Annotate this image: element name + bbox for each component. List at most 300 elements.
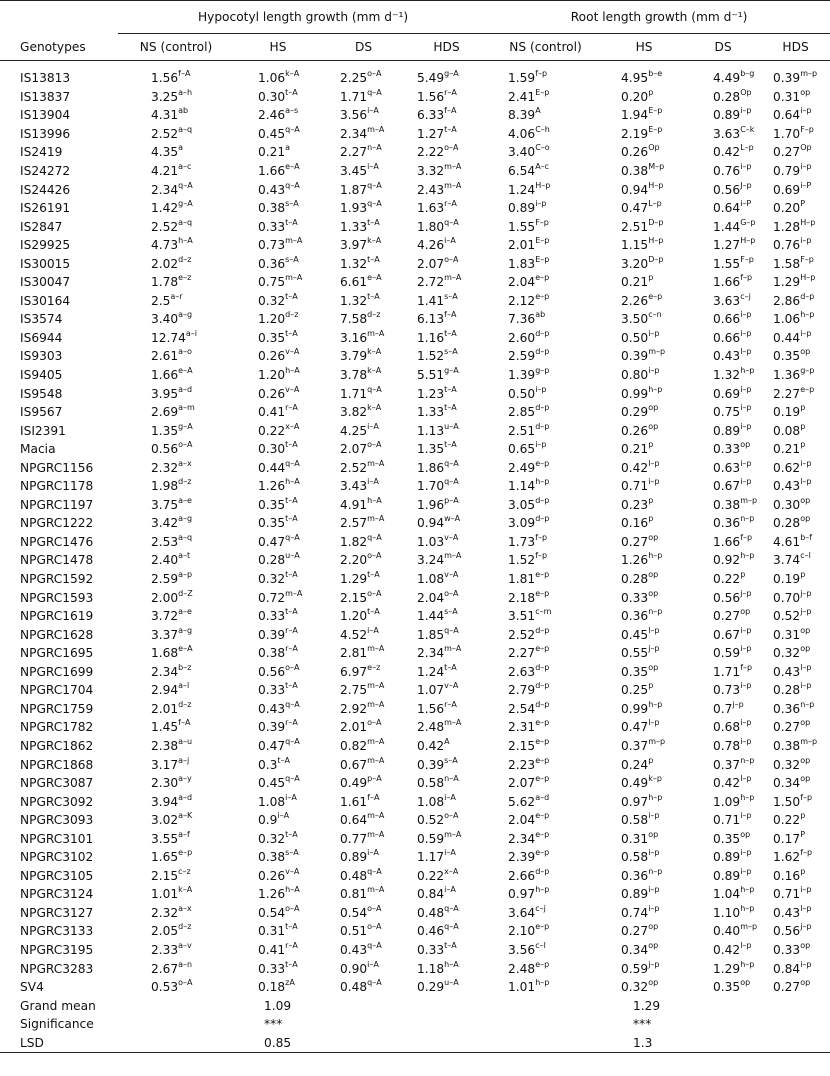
value-number: 1.24 xyxy=(417,664,445,679)
value-cell xyxy=(322,514,405,533)
value-number: 0.94 xyxy=(417,516,445,531)
value-cell xyxy=(685,106,761,125)
significance-letters: i–A xyxy=(367,625,379,635)
value-number: 0.58 xyxy=(417,776,445,791)
significance-letters: v–A xyxy=(285,384,300,394)
significance-letters: r–A xyxy=(444,199,457,209)
value-number: 0.80 xyxy=(621,368,649,383)
significance-letters: o–A xyxy=(367,922,382,932)
value-cell xyxy=(488,755,603,774)
value-number: 0.26 xyxy=(258,868,286,883)
value-cell xyxy=(685,959,761,978)
significance-letters: t–A xyxy=(444,124,457,134)
significance-letters: m–A xyxy=(285,236,303,246)
value-cell xyxy=(322,644,405,663)
significance-letters: d–z xyxy=(178,254,192,264)
value-number: 0.36 xyxy=(773,701,801,716)
value-number: 2.59 xyxy=(508,349,536,364)
value-cell xyxy=(488,811,603,830)
value-number: 2.04 xyxy=(417,590,445,605)
significance-letters: t–A xyxy=(444,328,457,338)
value-number: 2.00 xyxy=(151,590,179,605)
value-number: 0.38 xyxy=(773,738,801,753)
value-number: 1.62 xyxy=(773,850,801,865)
value-cell xyxy=(685,236,761,255)
genotype-cell: NPGRC1699 xyxy=(20,664,94,679)
value-cell xyxy=(761,477,830,496)
value-number: 2.34 xyxy=(340,126,368,141)
value-number: 0.43 xyxy=(258,701,286,716)
value-number: 1.08 xyxy=(258,794,286,809)
genotype-cell: IS30015 xyxy=(20,256,71,271)
significance-letters: op xyxy=(800,774,811,784)
value-cell xyxy=(488,941,603,960)
value-cell xyxy=(234,607,322,626)
value-number: 0.50 xyxy=(621,330,649,345)
value-cell xyxy=(685,458,761,477)
value-cell xyxy=(322,792,405,811)
value-number: 1.58 xyxy=(773,256,801,271)
genotype-cell: IS2847 xyxy=(20,219,63,234)
value-number: 0.33 xyxy=(773,942,801,957)
significance-letters: d–p xyxy=(535,699,550,709)
significance-letters: l–p xyxy=(740,774,752,784)
value-cell xyxy=(685,514,761,533)
significance-letters: s–A xyxy=(444,291,458,301)
value-cell xyxy=(603,829,685,848)
value-cell xyxy=(118,69,234,88)
significance-letters: m–A xyxy=(367,755,385,765)
hyp-ds-header: DS xyxy=(354,40,373,54)
value-number: 0.31 xyxy=(621,831,649,846)
value-number: 0.24 xyxy=(621,757,649,772)
significance-letters: i–A xyxy=(285,792,297,802)
value-cell xyxy=(322,162,405,181)
significance-letters: e–p xyxy=(535,736,550,746)
value-number: 1.27 xyxy=(417,126,445,141)
value-cell xyxy=(685,829,761,848)
value-number: 0.45 xyxy=(258,776,286,791)
value-cell xyxy=(603,718,685,737)
significance-letters: m–A xyxy=(444,718,462,728)
significance-letters: a–K xyxy=(178,811,193,821)
significance-letters: m–A xyxy=(367,458,385,468)
hyp-hds-header: HDS xyxy=(433,40,460,54)
value-cell xyxy=(118,421,234,440)
value-number: 1.33 xyxy=(340,219,368,234)
significance-letters: v–A xyxy=(444,532,459,542)
value-number: 1.06 xyxy=(773,312,801,327)
value-cell xyxy=(118,922,234,941)
value-number: 0.36 xyxy=(258,256,286,271)
significance-letters: a–n xyxy=(178,959,193,969)
value-cell xyxy=(761,366,830,385)
significance-letters: q–A xyxy=(367,384,382,394)
value-cell xyxy=(118,199,234,218)
value-number: 0.73 xyxy=(258,238,286,253)
significance-letters: k–A xyxy=(285,69,300,79)
value-cell xyxy=(761,180,830,199)
root-group-header: Root length growth (mm d⁻¹) xyxy=(488,1,830,34)
value-cell xyxy=(761,681,830,700)
value-number: 0.71 xyxy=(773,887,801,902)
value-cell xyxy=(234,310,322,329)
value-number: 1.39 xyxy=(508,368,536,383)
value-number: 4.21 xyxy=(151,164,179,178)
value-number: 1.03 xyxy=(417,534,445,549)
value-number: 1.93 xyxy=(340,201,368,216)
value-number: 1.71 xyxy=(340,89,368,104)
hypocotyl-summary-value: 0.85 xyxy=(264,1035,292,1050)
significance-letters: e–p xyxy=(535,718,550,728)
table-row xyxy=(0,737,830,756)
value-number: 1.20 xyxy=(258,312,286,327)
significance-letters: H–p xyxy=(740,236,756,246)
value-cell xyxy=(405,403,488,422)
value-cell xyxy=(603,588,685,607)
value-number: 3.55 xyxy=(151,831,179,846)
value-number: 1.71 xyxy=(713,664,741,679)
value-cell xyxy=(405,700,488,719)
table-row xyxy=(0,904,830,923)
value-cell xyxy=(603,180,685,199)
value-cell xyxy=(685,496,761,515)
value-cell xyxy=(118,329,234,348)
value-number: 0.44 xyxy=(258,460,286,475)
value-number: 0.89 xyxy=(340,850,368,865)
value-number: 0.17 xyxy=(773,831,801,846)
significance-letters: d–p xyxy=(535,514,550,524)
value-number: 1.10 xyxy=(713,905,741,920)
value-number: 2.38 xyxy=(151,738,179,753)
value-number: 0.68 xyxy=(713,720,741,735)
value-number: 1.18 xyxy=(417,961,445,976)
value-cell xyxy=(488,644,603,663)
value-cell xyxy=(118,551,234,570)
genotype-cell: NPGRC1782 xyxy=(20,720,94,735)
value-cell xyxy=(118,440,234,459)
value-number: 2.15 xyxy=(508,738,536,753)
value-number: 0.84 xyxy=(417,887,445,902)
value-number: 0.35 xyxy=(258,497,286,512)
value-cell xyxy=(488,588,603,607)
value-number: 1.35 xyxy=(417,442,445,457)
value-cell xyxy=(234,254,322,273)
significance-letters: q–A xyxy=(444,625,459,635)
value-number: 2.04 xyxy=(508,813,536,828)
value-number: 2.41 xyxy=(508,89,536,104)
significance-letters: e–p xyxy=(535,644,550,654)
value-number: 1.17 xyxy=(417,850,445,865)
value-cell xyxy=(322,607,405,626)
value-cell xyxy=(685,755,761,774)
significance-letters: h–A xyxy=(285,477,300,487)
table-row xyxy=(0,292,830,311)
value-cell xyxy=(405,922,488,941)
table-row xyxy=(0,848,830,867)
significance-letters: h–A xyxy=(178,236,193,246)
value-number: 3.40 xyxy=(508,145,536,160)
value-number: 1.98 xyxy=(151,479,179,494)
significance-letters: i–p xyxy=(800,328,812,338)
value-number: 0.31 xyxy=(258,924,286,939)
value-cell xyxy=(118,755,234,774)
value-number: 0.33 xyxy=(258,961,286,976)
significance-letters: h–p xyxy=(740,551,755,561)
table-row xyxy=(0,180,830,199)
significance-letters: k–p xyxy=(648,774,662,784)
significance-letters: q–A xyxy=(367,978,382,988)
significance-letters: o–A xyxy=(367,718,382,728)
value-number: 0.28 xyxy=(713,89,741,104)
value-number: 0.21 xyxy=(258,145,286,160)
value-cell xyxy=(322,347,405,366)
value-number: 0.56 xyxy=(258,664,286,679)
significance-letters: e–p xyxy=(535,829,550,839)
genotype-cell: IS26191 xyxy=(20,201,71,216)
genotype-cell: NPGRC1759 xyxy=(20,701,94,716)
value-cell xyxy=(118,106,234,125)
significance-letters: e–A xyxy=(285,162,300,171)
value-number: 0.42 xyxy=(621,460,649,475)
value-cell xyxy=(118,829,234,848)
value-number: 0.75 xyxy=(713,405,741,420)
significance-letters: f–p xyxy=(800,848,813,858)
significance-letters: G–p xyxy=(740,217,756,227)
table-row xyxy=(0,663,830,682)
significance-letters: a–d xyxy=(178,384,193,394)
significance-letters: o–A xyxy=(367,903,382,913)
value-number: 3.50 xyxy=(621,312,649,327)
value-number: 0.28 xyxy=(773,516,801,531)
value-number: 0.54 xyxy=(340,905,368,920)
significance-letters: r–A xyxy=(285,644,298,654)
value-number: 3.75 xyxy=(151,497,179,512)
value-cell xyxy=(488,607,603,626)
significance-letters: d–p xyxy=(535,421,550,431)
significance-letters: b–f xyxy=(800,532,813,542)
value-cell xyxy=(234,106,322,125)
significance-letters: l–p xyxy=(648,718,660,728)
value-cell xyxy=(322,625,405,644)
value-number: 3.94 xyxy=(151,794,179,809)
value-number: 2.07 xyxy=(340,442,368,457)
value-cell xyxy=(118,774,234,793)
significance-letters: f–p xyxy=(535,551,548,561)
significance-letters: i–P xyxy=(800,180,812,190)
value-cell xyxy=(118,625,234,644)
significance-letters: p xyxy=(648,755,654,765)
value-number: 0.32 xyxy=(258,831,286,846)
value-cell xyxy=(685,88,761,107)
value-cell xyxy=(405,570,488,589)
value-number: 0.38 xyxy=(621,164,649,178)
value-number: 6.54 xyxy=(508,164,536,178)
value-number: 0.21 xyxy=(773,442,801,457)
value-number: 0.50 xyxy=(508,386,536,401)
value-cell xyxy=(234,922,322,941)
value-cell xyxy=(488,217,603,236)
value-number: 1.66 xyxy=(258,164,286,178)
significance-letters: h–A xyxy=(285,366,300,376)
value-number: 1.56 xyxy=(151,71,179,86)
value-number: 0.18 xyxy=(258,980,286,995)
significance-letters: op xyxy=(800,514,811,524)
value-cell xyxy=(603,69,685,88)
value-number: 1.14 xyxy=(508,479,536,494)
significance-letters: e–z xyxy=(178,273,192,283)
value-number: 1.65 xyxy=(151,850,179,865)
value-number: 3.82 xyxy=(340,405,368,420)
value-number: 1.73 xyxy=(508,534,536,549)
value-cell xyxy=(761,514,830,533)
value-cell xyxy=(118,477,234,496)
value-cell xyxy=(761,588,830,607)
value-cell xyxy=(603,570,685,589)
value-cell xyxy=(405,755,488,774)
value-cell xyxy=(603,644,685,663)
value-cell xyxy=(118,236,234,255)
value-cell xyxy=(234,700,322,719)
value-cell xyxy=(488,904,603,923)
value-number: 0.26 xyxy=(258,386,286,401)
value-cell xyxy=(603,384,685,403)
value-cell xyxy=(603,774,685,793)
value-cell xyxy=(234,737,322,756)
significance-letters: h–p xyxy=(740,885,755,895)
significance-letters: m–A xyxy=(367,514,385,524)
significance-letters: H–p xyxy=(648,236,664,246)
significance-letters: i–A xyxy=(277,811,290,821)
value-number: 6.61 xyxy=(340,275,368,290)
value-cell xyxy=(488,421,603,440)
value-number: 1.08 xyxy=(417,572,445,587)
significance-letters: i–p xyxy=(648,903,660,913)
value-cell xyxy=(234,718,322,737)
value-number: 1.29 xyxy=(773,275,801,290)
value-cell xyxy=(603,254,685,273)
value-cell xyxy=(603,106,685,125)
value-number: 0.49 xyxy=(621,776,649,791)
value-cell xyxy=(685,533,761,552)
significance-letters: q–A xyxy=(367,199,382,209)
significance-letters: i–A xyxy=(367,848,379,858)
value-cell xyxy=(603,162,685,181)
significance-letters: a–g xyxy=(178,625,193,635)
value-cell xyxy=(603,792,685,811)
significance-letters: d–p xyxy=(535,662,550,672)
significance-letters: m–A xyxy=(367,124,385,134)
value-cell xyxy=(118,496,234,515)
value-number: 0.64 xyxy=(713,201,741,216)
value-cell xyxy=(118,885,234,904)
value-number: 0.38 xyxy=(258,850,286,865)
genotype-cell: NPGRC1156 xyxy=(20,460,94,475)
value-cell xyxy=(118,143,234,162)
value-cell xyxy=(685,217,761,236)
significance-letters: g–p xyxy=(535,366,550,376)
table-row xyxy=(0,69,830,88)
significance-letters: s–A xyxy=(444,755,458,765)
value-number: 1.63 xyxy=(417,201,445,216)
value-number: 2.43 xyxy=(417,182,445,197)
value-number: 0.74 xyxy=(621,905,649,920)
significance-letters: t–A xyxy=(285,681,298,691)
value-cell xyxy=(118,347,234,366)
value-cell xyxy=(118,959,234,978)
significance-letters: i–p xyxy=(800,681,812,691)
significance-letters: r–A xyxy=(285,403,298,413)
value-cell xyxy=(405,217,488,236)
value-cell xyxy=(234,811,322,830)
table-row xyxy=(0,162,830,181)
value-number: 6.33 xyxy=(417,108,445,123)
root-hds-header: HDS xyxy=(782,40,809,54)
value-cell xyxy=(603,440,685,459)
significance-letters: H–p xyxy=(800,217,816,227)
value-cell xyxy=(234,533,322,552)
significance-letters: r–A xyxy=(444,699,457,709)
value-number: 0.89 xyxy=(713,868,741,883)
value-number: 1.20 xyxy=(258,368,286,383)
root-summary-value: *** xyxy=(633,1017,652,1032)
value-number: 0.89 xyxy=(713,423,741,438)
value-number: 0.39 xyxy=(417,757,445,772)
value-number: 3.78 xyxy=(340,368,368,383)
significance-letters: C–o xyxy=(535,143,550,153)
significance-letters: e–p xyxy=(535,291,550,301)
genotype-cell: NPGRC3195 xyxy=(20,942,94,957)
significance-letters: t–A xyxy=(285,87,298,97)
significance-letters: a–g xyxy=(178,310,193,320)
significance-letters: m–p xyxy=(648,347,666,357)
value-number: 2.18 xyxy=(508,590,536,605)
significance-letters: n–p xyxy=(648,607,663,617)
significance-letters: P xyxy=(800,199,806,209)
value-cell xyxy=(322,755,405,774)
value-number: 1.09 xyxy=(713,794,741,809)
value-cell xyxy=(322,496,405,515)
value-cell xyxy=(405,199,488,218)
value-cell xyxy=(118,254,234,273)
significance-letters: q–A xyxy=(367,940,382,950)
value-number: 2.34 xyxy=(508,831,536,846)
significance-letters: l–p xyxy=(800,662,812,672)
value-cell xyxy=(234,125,322,144)
value-cell xyxy=(118,792,234,811)
value-number: 0.84 xyxy=(773,961,801,976)
significance-letters: q–A xyxy=(285,774,300,784)
significance-letters: a–e xyxy=(178,607,192,617)
value-number: 0.67 xyxy=(713,479,741,494)
value-cell xyxy=(488,737,603,756)
significance-letters: h–p xyxy=(535,885,550,895)
significance-letters: m–A xyxy=(367,736,385,746)
value-cell xyxy=(488,199,603,218)
value-number: 0.20 xyxy=(621,89,649,104)
genotype-cell: NPGRC1478 xyxy=(20,553,94,568)
value-number: 3.24 xyxy=(417,553,445,568)
genotype-cell: NPGRC1862 xyxy=(20,738,94,753)
value-cell xyxy=(761,811,830,830)
value-number: 6.97 xyxy=(340,664,368,679)
significance-letters: J–p xyxy=(740,180,752,190)
significance-letters: op xyxy=(740,607,751,617)
value-number: 2.81 xyxy=(340,646,368,661)
significance-letters: i–P xyxy=(740,199,752,209)
value-cell xyxy=(761,644,830,663)
value-cell xyxy=(118,384,234,403)
